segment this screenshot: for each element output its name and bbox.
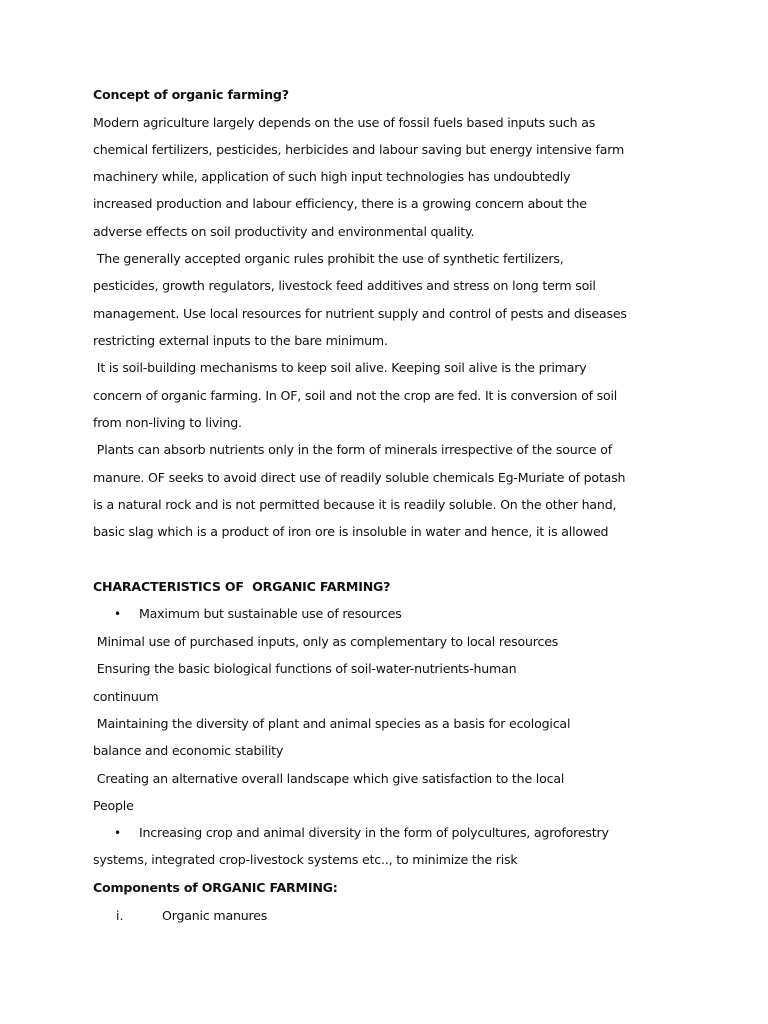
paragraph-line: Minimal use of purchased inputs, only as complementary to local resources [93, 634, 559, 649]
paragraph-line: pesticides, growth regulators, livestock feed additives and stress on long term soil [93, 278, 596, 293]
paragraph-line: chemical fertilizers, pesticides, herbicides and labour saving but energy intensive farm [93, 142, 625, 157]
paragraph-line: continuum [93, 689, 159, 704]
paragraph-line: concern of organic farming. In OF, soil and not the crop are fed. It is conversion of soil [93, 388, 618, 403]
paragraph-line: The generally accepted organic rules prohibit the use of synthetic fertilizers, [93, 251, 564, 266]
paragraph-line: manure. OF seeks to avoid direct use of readily soluble chemicals Eg-Muriate of potash [93, 470, 626, 485]
section-heading-concept: Concept of organic farming? [93, 87, 289, 102]
section-heading-components: Components of ORGANIC FARMING: [93, 880, 338, 895]
bullet-item: Increasing crop and animal diversity in the form of polycultures, agroforestry [139, 825, 609, 840]
paragraph-line: basic slag which is a product of iron ore is insoluble in water and hence, it is allowed [93, 524, 609, 539]
paragraph-line: machinery while, application of such high input technologies has undoubtedly [93, 169, 571, 184]
paragraph-line: from non-living to living. [93, 415, 242, 430]
paragraph-line: management. Use local resources for nutrient supply and control of pests and diseases [93, 306, 627, 321]
paragraph-line: balance and economic stability [93, 743, 284, 758]
bullet-icon: • [114, 826, 122, 840]
paragraph-line: Plants can absorb nutrients only in the form of minerals irrespective of the source of [93, 442, 612, 457]
paragraph-line: It is soil-building mechanisms to keep soil alive. Keeping soil alive is the primary [93, 360, 587, 375]
bullet-item: Maximum but sustainable use of resources [139, 606, 402, 621]
list-item: Organic manures [162, 908, 268, 923]
paragraph-line: adverse effects on soil productivity and environmental quality. [93, 224, 475, 239]
list-numeral: i. [116, 908, 124, 923]
bullet-item-continuation: systems, integrated crop-livestock systems etc.., to minimize the risk [93, 852, 518, 867]
paragraph-line: is a natural rock and is not permitted because it is readily soluble. On the other hand, [93, 497, 617, 512]
paragraph-line: restricting external inputs to the bare minimum. [93, 333, 388, 348]
paragraph-line: Creating an alternative overall landscape which give satisfaction to the local [93, 771, 565, 786]
paragraph-line: People [93, 798, 134, 813]
paragraph-line: increased production and labour efficiency, there is a growing concern about the [93, 196, 587, 211]
section-heading-characteristics: CHARACTERISTICS OF ORGANIC FARMING? [93, 579, 391, 594]
paragraph-line: Maintaining the diversity of plant and animal species as a basis for ecological [93, 716, 571, 731]
paragraph-line: Ensuring the basic biological functions of soil-water-nutrients-human [93, 661, 517, 676]
bullet-icon: • [114, 607, 122, 621]
paragraph-line: Modern agriculture largely depends on the use of fossil fuels based inputs such as [93, 115, 596, 130]
